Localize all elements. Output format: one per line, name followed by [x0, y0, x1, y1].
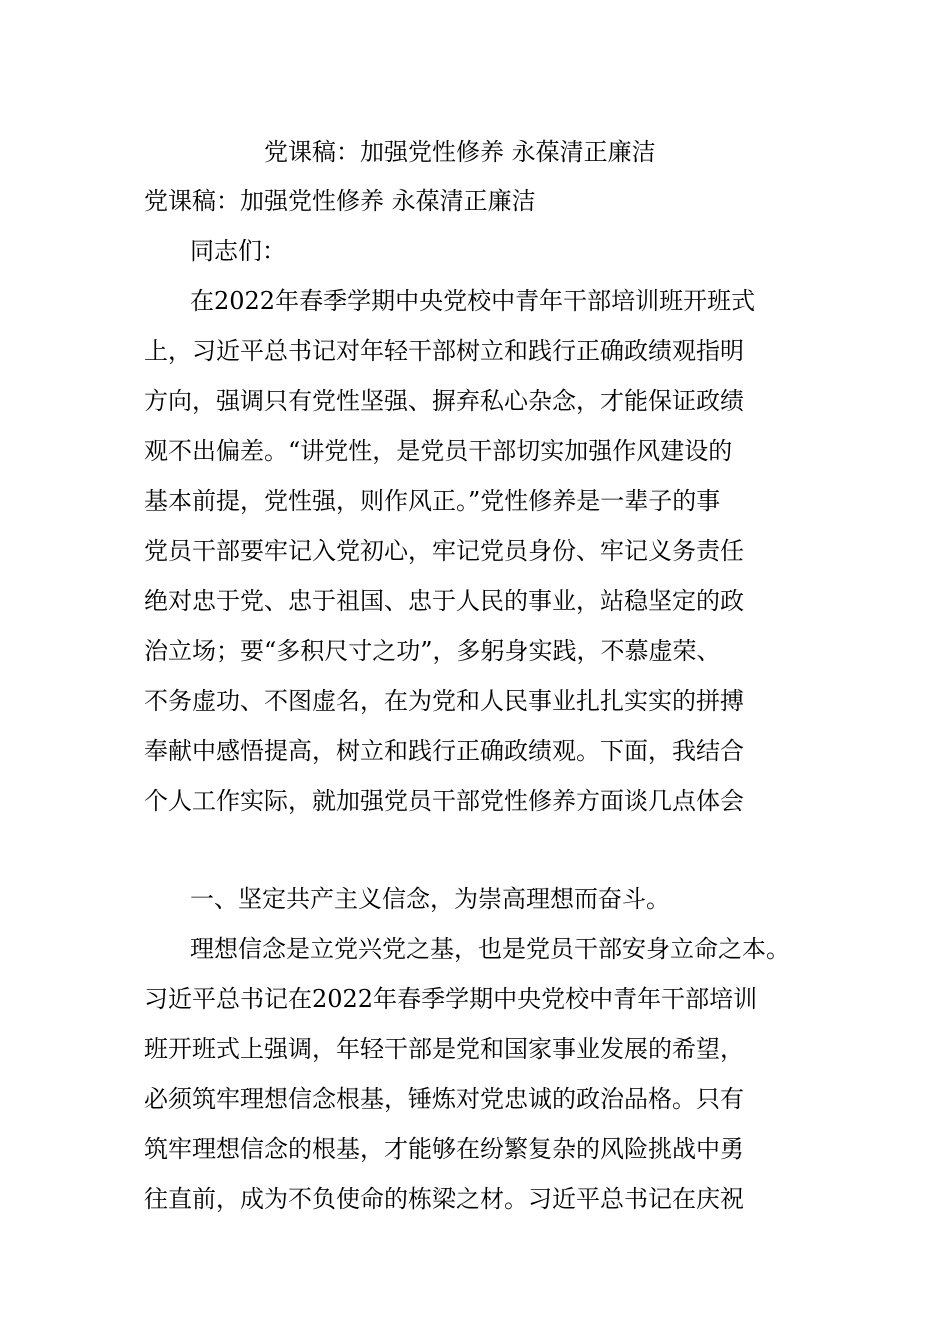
text-line: 往直前，成为不负使命的栋梁之材。习近平总书记在庆祝: [144, 1185, 744, 1213]
text-line: 党员干部要牢记入党初心，牢记党员身份、牢记义务责任: [144, 537, 744, 565]
document-title: 党课稿：加强党性修养 永葆清正廉洁: [144, 187, 536, 215]
text-line: 必须筑牢理想信念根基，锤炼对党忠诚的政治品格。只有: [144, 1085, 744, 1113]
text-line: 筑牢理想信念的根基，才能够在纷繁复杂的风险挑战中勇: [144, 1135, 744, 1163]
text-line: 方向，强调只有党性坚强、摒弃私心杂念，才能保证政绩: [144, 387, 744, 415]
text-line: 绝对忠于党、忠于祖国、忠于人民的事业，站稳坚定的政: [144, 587, 744, 615]
text-line: 理想信念是立党兴党之基，也是党员干部安身立命之本。: [190, 935, 790, 963]
text-line: 基本前提，党性强，则作风正。”党性修养是一辈子的事: [144, 487, 721, 515]
text-line: 观不出偏差。“讲党性，是党员干部切实加强作风建设的: [144, 437, 733, 465]
salutation: 同志们：: [190, 237, 286, 265]
text-line: 个人工作实际，就加强党员干部党性修养方面谈几点体会: [144, 787, 744, 815]
text-line: 奉献中感悟提高，树立和践行正确政绩观。下面，我结合: [144, 737, 744, 765]
header-title: 党课稿：加强党性修养 永葆清正廉洁: [264, 138, 656, 166]
text-line: 在2022年春季学期中央党校中青年干部培训班开班式: [190, 287, 756, 315]
text-line: 治立场；要“多积尺寸之功”，多躬身实践，不慕虚荣、: [144, 637, 721, 665]
section-heading-1: 一、坚定共产主义信念，为崇高理想而奋斗。: [190, 885, 670, 913]
text-line: 习近平总书记在2022年春季学期中央党校中青年干部培训: [144, 985, 758, 1013]
text-line: 班开班式上强调，年轻干部是党和国家事业发展的希望，: [144, 1035, 744, 1063]
text-line: 上，习近平总书记对年轻干部树立和践行正确政绩观指明: [144, 337, 744, 365]
text-line: 不务虚功、不图虚名，在为党和人民事业扎扎实实的拼搏: [144, 687, 744, 715]
